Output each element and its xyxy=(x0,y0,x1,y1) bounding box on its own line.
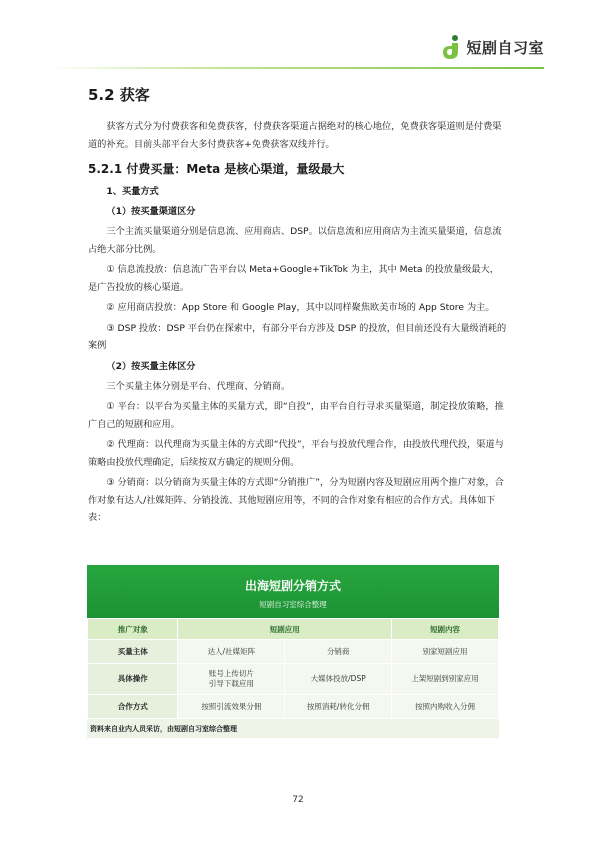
table-row xyxy=(88,695,499,719)
table-cell: 账号上传切片 引导下载应用 xyxy=(178,664,285,695)
table-cell: 按照内购收入分佣 xyxy=(392,695,499,719)
table-cell: 别家短剧应用 xyxy=(392,640,499,664)
table-title: 出海短剧分销方式 xyxy=(244,579,341,593)
table-source-note: 资料来自业内人员采访，由短剧自习室综合整理 xyxy=(87,719,499,738)
row-label: 买量主体 xyxy=(88,640,178,664)
channel-dsp: ③ DSP 投放：DSP 平台仍在探索中，有部分平台方涉及 DSP 的投放，但目前还没有大量级消耗的案例 xyxy=(88,322,507,351)
table-cell: 达人/社媒矩阵 xyxy=(178,640,285,664)
header-cell-app: 短剧应用 xyxy=(178,619,392,640)
table-cell: 按照消耗/转化分佣 xyxy=(285,695,392,719)
page-number: 72 xyxy=(292,795,304,805)
table-subtitle: 短剧自习室综合整理 xyxy=(259,600,327,609)
logo-text: 短剧自习室 xyxy=(466,38,544,57)
logo-mark-icon xyxy=(440,34,462,60)
row-label: 具体操作 xyxy=(88,664,178,695)
table-header-row xyxy=(88,619,499,640)
channel-intro: 三个主流买量渠道分别是信息流、应用商店、DSP。以信息流和应用商店为主流买量渠道，信息流占绝大部分比例。 xyxy=(88,226,502,255)
header-cell-content: 短剧内容 xyxy=(392,619,499,640)
channel-heading: （1）按买量渠道区分 xyxy=(106,206,196,217)
header-rule xyxy=(52,67,544,69)
subject-platform: ① 平台：以平台为买量主体的买量方式，即“自投”，由平台自行寻求买量渠道，制定投放策略，推广自己的短剧和应用。 xyxy=(88,401,504,430)
intro-paragraph: 获客方式分为付费获客和免费获客，付费获客渠道占据绝对的核心地位，免费获客渠道则是付费渠道的补充。目前头部平台大多付费获客+免费获客双线并行。 xyxy=(88,121,502,150)
subject-heading: （2）按买量主体区分 xyxy=(106,360,196,372)
table-cell: 上架短剧到别家应用 xyxy=(392,664,499,695)
brand-logo xyxy=(440,34,544,60)
table-cell: 分销商 xyxy=(285,640,392,664)
table-row xyxy=(88,664,499,695)
subject-agent: ② 代理商：以代理商为买量主体的方式即“代投”，平台与投放代理合作，由投放代理代投，渠道与策略由投放代理确定，后续按双方确定的规则分佣。 xyxy=(88,439,504,468)
table-cell: 按照引流效果分佣 xyxy=(178,695,285,719)
table-cell: 大媒体投放/DSP xyxy=(285,664,392,695)
table-banner xyxy=(87,565,499,618)
subject-intro: 三个买量主体分别是平台、代理商、分销商。 xyxy=(106,380,291,392)
section-title: 5.2 获客 xyxy=(88,86,150,104)
row-label: 合作方式 xyxy=(88,695,178,719)
subject-distributor: ③ 分销商：以分销商为买量主体的方式即“分销推广”，分为短剧内容及短剧应用两个推广对象，合作对象有达人/社媒矩阵、分销投流、其他短剧应用等，不同的合作对象有相应的合作方式。具体如下表： xyxy=(88,477,504,523)
table-row xyxy=(88,640,499,664)
buy-method-heading: 1、买量方式 xyxy=(106,186,159,197)
header-cell-target: 推广对象 xyxy=(88,619,178,640)
distribution-table-card xyxy=(87,565,499,738)
subsection-title: 5.2.1 付费买量：Meta 是核心渠道，量级最大 xyxy=(88,162,345,176)
main-content xyxy=(88,84,508,530)
channel-store: ② 应用商店投放：App Store 和 Google Play，其中以同样聚焦欧美市场的 App Store 为主。 xyxy=(106,302,495,313)
distribution-table xyxy=(87,618,499,719)
channel-feed: ① 信息流投放：信息流广告平台以 Meta+Google+TikTok 为主，其中 Meta 的投放量级最大，是广告投放的核心渠道。 xyxy=(88,264,499,293)
